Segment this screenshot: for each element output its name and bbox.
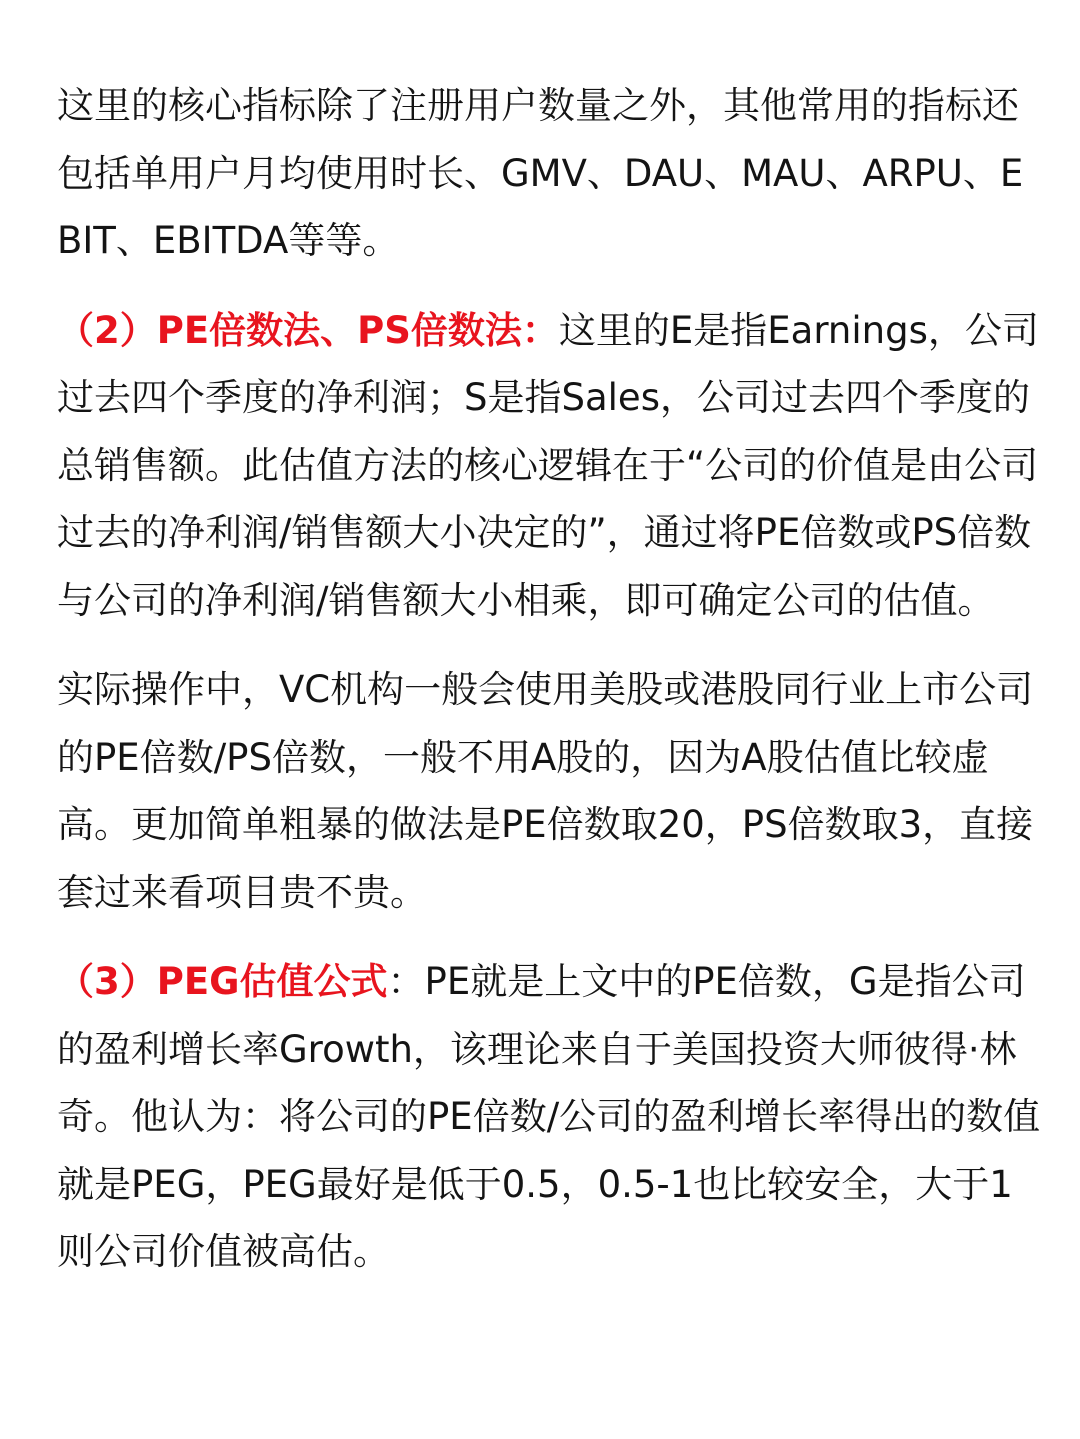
paragraph-text: 这里的E是指Earnings，公司过去四个季度的净利润；S是指Sales，公司过去四个季度的总销售额。此估值方法的核心逻辑在于“公司的价值是由公司过去的净利润/销售额大小决定的”，通过将PE倍数或PS倍数与公司的净利润/销售额大小相乘，即可确定公司的估值。	[57, 308, 1039, 622]
paragraph-text: 实际操作中，VC机构一般会使用美股或港股同行业上市公司的PE倍数/PS倍数，一般不用A股的，因为A股估值比较虚高。更加简单粗暴的做法是PE倍数取20，PS倍数取3，直接套过来看项目贵不贵。	[57, 668, 1034, 914]
paragraph-pe-ps-method	[57, 297, 1047, 635]
paragraph-peg-formula	[57, 948, 1047, 1286]
article-body	[57, 72, 1047, 1308]
paragraph-text: 这里的核心指标除了注册用户数量之外，其他常用的指标还包括单用户月均使用时长、GMV、DAU、MAU、ARPU、EBIT、EBITDA等等。	[57, 84, 1024, 262]
section-heading-pe-ps: （2）PE倍数法、PS倍数法：	[57, 308, 559, 352]
paragraph-practice	[57, 656, 1047, 926]
paragraph-core-metrics	[57, 72, 1047, 275]
section-heading-peg: （3）PEG估值公式	[57, 960, 388, 1003]
paragraph-text: ：PE就是上文中的PE倍数，G是指公司的盈利增长率Growth，该理论来自于美国投资大师彼得·林奇。他认为：将公司的PE倍数/公司的盈利增长率得出的数值就是PEG，PEG最好是低于0.5，0.5-1也比较安全，大于1则公司价值被高估。	[57, 960, 1041, 1273]
